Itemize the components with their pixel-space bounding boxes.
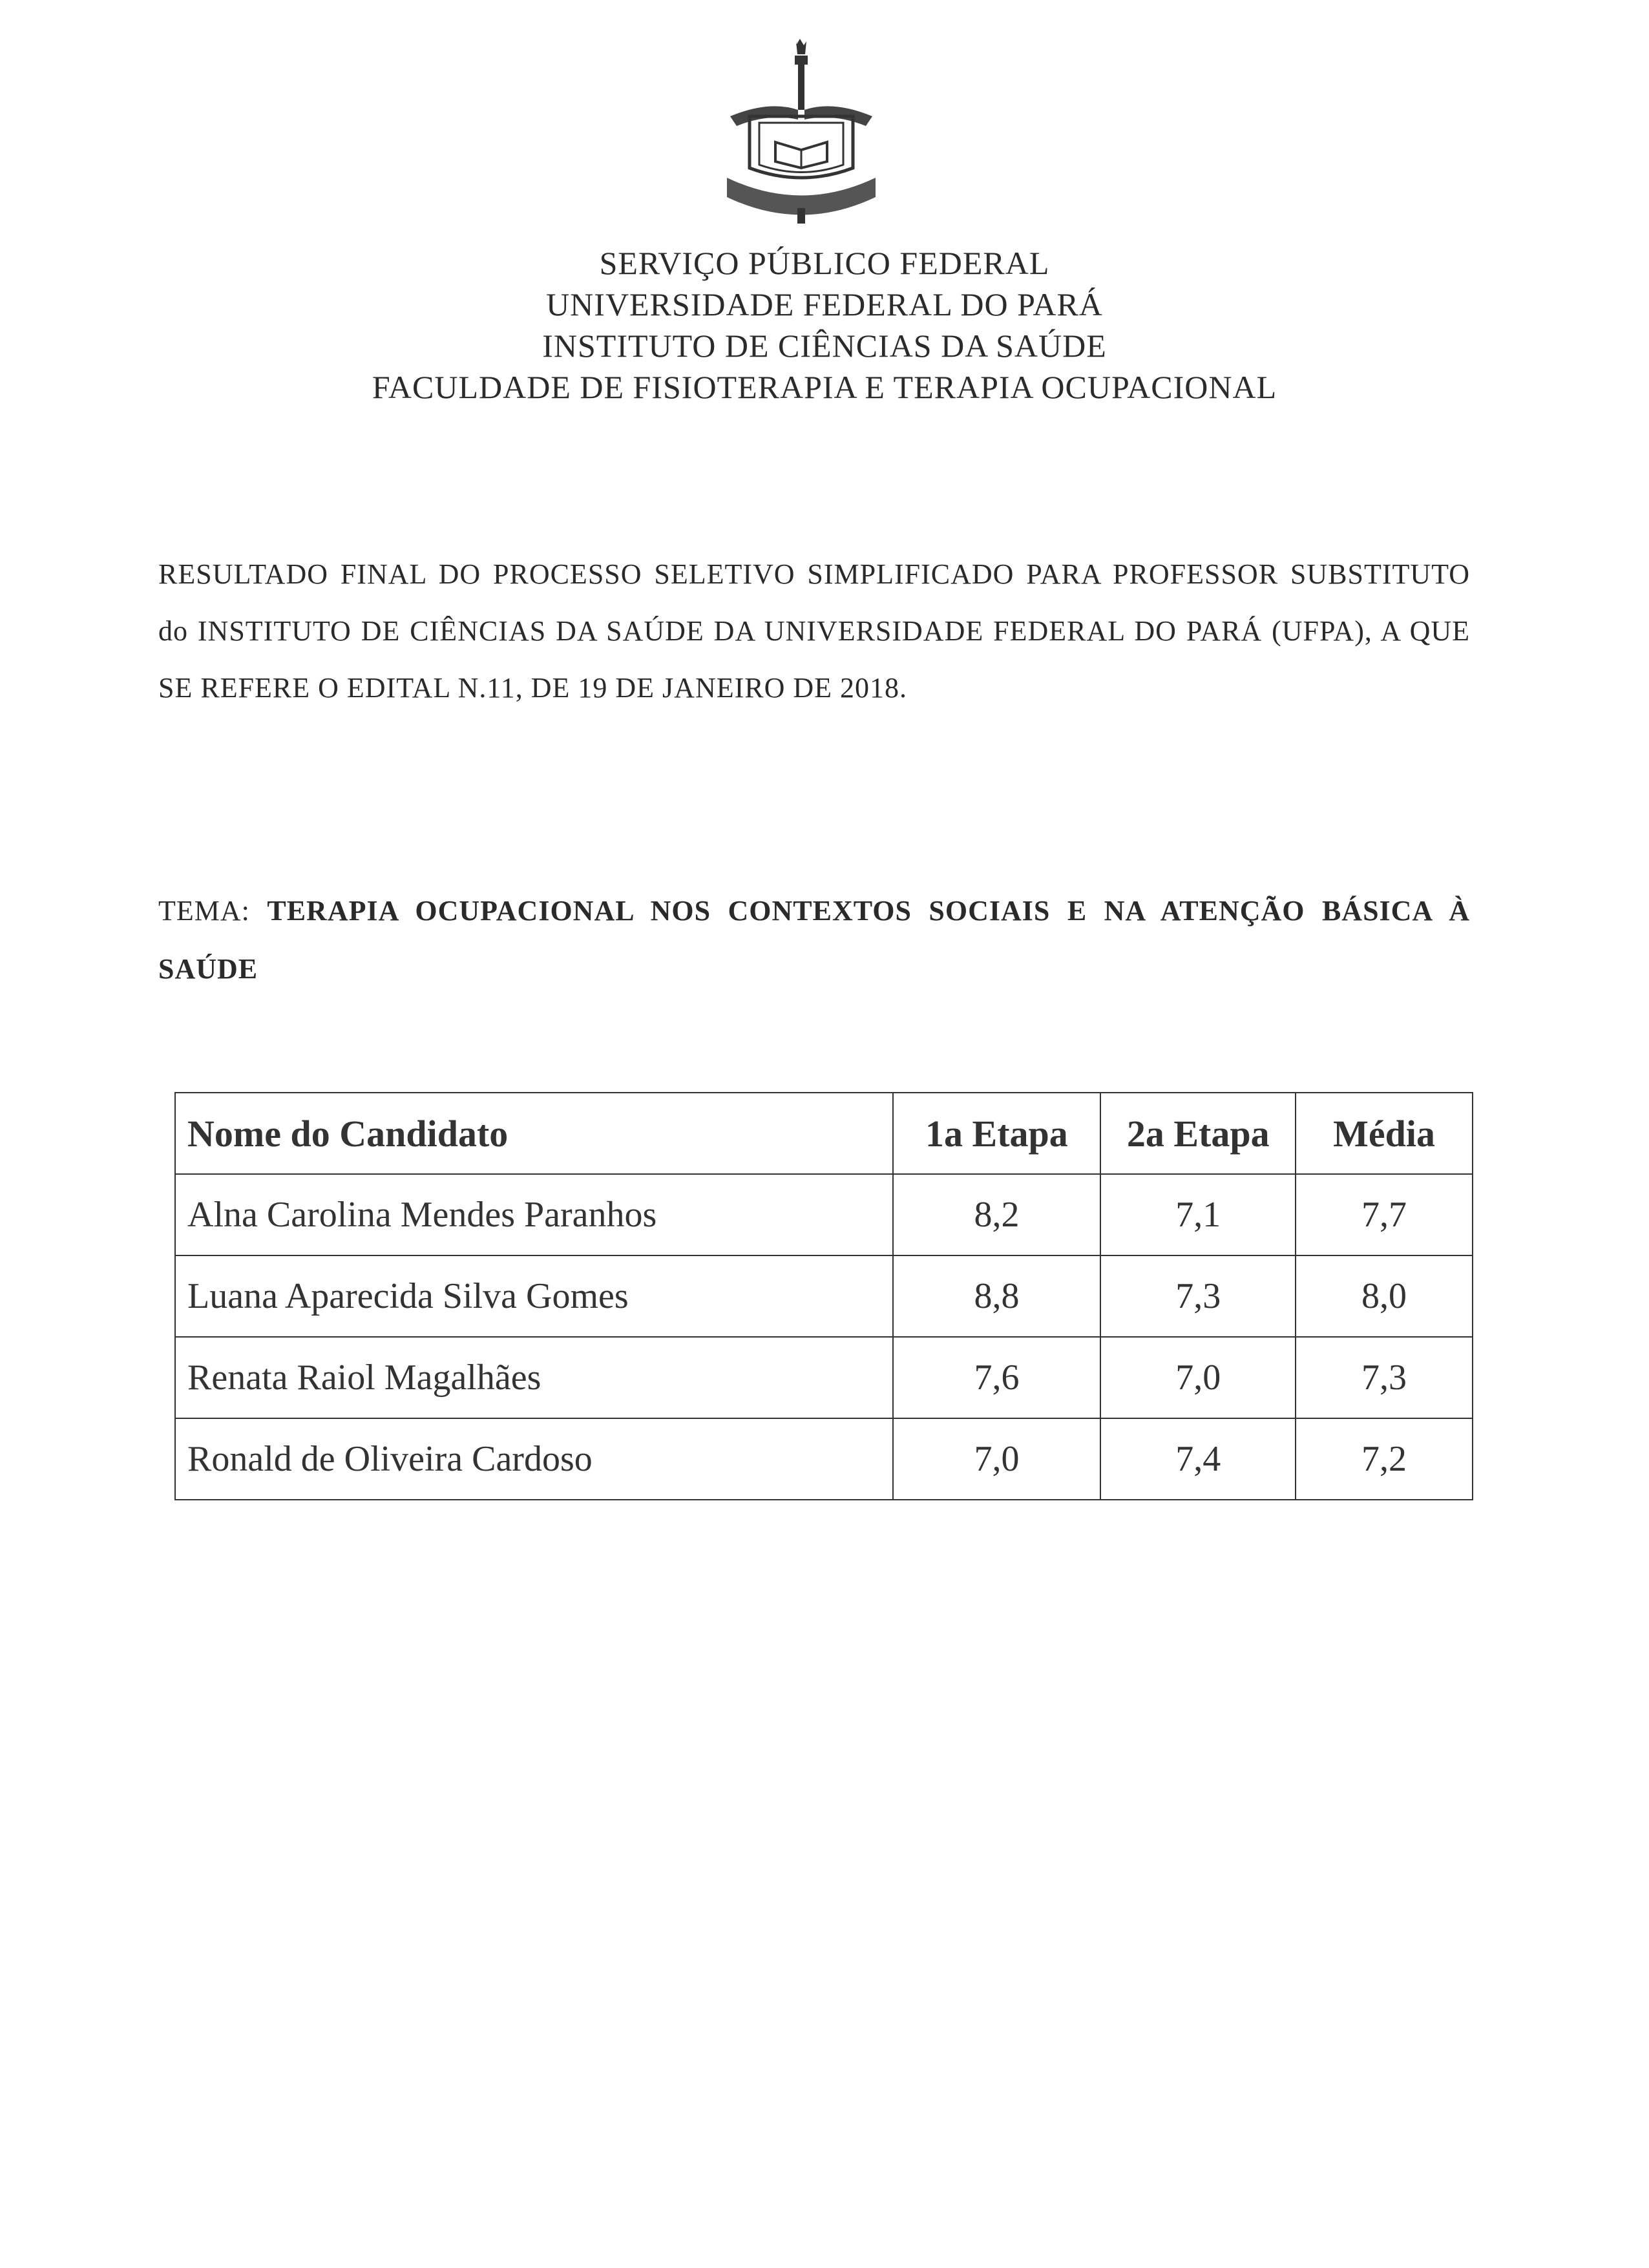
candidate-name: Alna Carolina Mendes Paranhos <box>175 1174 893 1255</box>
theme-title: TERAPIA OCUPACIONAL NOS CONTEXTOS SOCIAIS E NA ATENÇÃO BÁSICA À SAÚDE <box>158 895 1471 985</box>
stage-1-score: 8,2 <box>893 1174 1101 1255</box>
results-table <box>174 1092 1473 1500</box>
university-seal-logo <box>724 39 879 226</box>
theme-label: TEMA: <box>158 895 250 927</box>
candidate-name: Ronald de Oliveira Cardoso <box>175 1418 893 1500</box>
table-row <box>175 1255 1473 1337</box>
table-header-row <box>175 1093 1473 1174</box>
candidate-name: Renata Raiol Magalhães <box>175 1337 893 1418</box>
column-header-stage-2: 2a Etapa <box>1100 1093 1296 1174</box>
column-header-average: Média <box>1296 1093 1473 1174</box>
stage-2-score: 7,0 <box>1100 1337 1296 1418</box>
table-row <box>175 1418 1473 1500</box>
average-score: 7,7 <box>1296 1174 1473 1255</box>
average-score: 7,2 <box>1296 1418 1473 1500</box>
stage-2-score: 7,4 <box>1100 1418 1296 1500</box>
header-line-2: UNIVERSIDADE FEDERAL DO PARÁ <box>546 286 1103 322</box>
theme-paragraph <box>158 882 1470 998</box>
institution-header <box>0 242 1649 408</box>
stage-1-score: 7,6 <box>893 1337 1101 1418</box>
header-line-3: INSTITUTO DE CIÊNCIAS DA SAÚDE <box>542 328 1107 364</box>
average-score: 7,3 <box>1296 1337 1473 1418</box>
column-header-stage-1: 1a Etapa <box>893 1093 1101 1174</box>
candidate-name: Luana Aparecida Silva Gomes <box>175 1255 893 1337</box>
header-line-4: FACULDADE DE FISIOTERAPIA E TERAPIA OCUPACIONAL <box>372 369 1277 405</box>
table-row <box>175 1337 1473 1418</box>
column-header-name: Nome do Candidato <box>175 1093 893 1174</box>
stage-2-score: 7,3 <box>1100 1255 1296 1337</box>
table-row <box>175 1174 1473 1255</box>
stage-1-score: 7,0 <box>893 1418 1101 1500</box>
average-score: 8,0 <box>1296 1255 1473 1337</box>
header-line-1: SERVIÇO PÚBLICO FEDERAL <box>599 245 1050 281</box>
intro-paragraph: RESULTADO FINAL DO PROCESSO SELETIVO SIMPLIFICADO PARA PROFESSOR SUBSTITUTO do INSTITUTO DE CIÊNCIAS DA SAÚDE DA UNIVERSIDADE FEDERAL DO PARÁ (UFPA), A QUE SE REFERE O EDITAL N.11, DE 19 DE JANEIRO DE 2018. <box>158 558 1470 704</box>
stage-1-score: 8,8 <box>893 1255 1101 1337</box>
stage-2-score: 7,1 <box>1100 1174 1296 1255</box>
